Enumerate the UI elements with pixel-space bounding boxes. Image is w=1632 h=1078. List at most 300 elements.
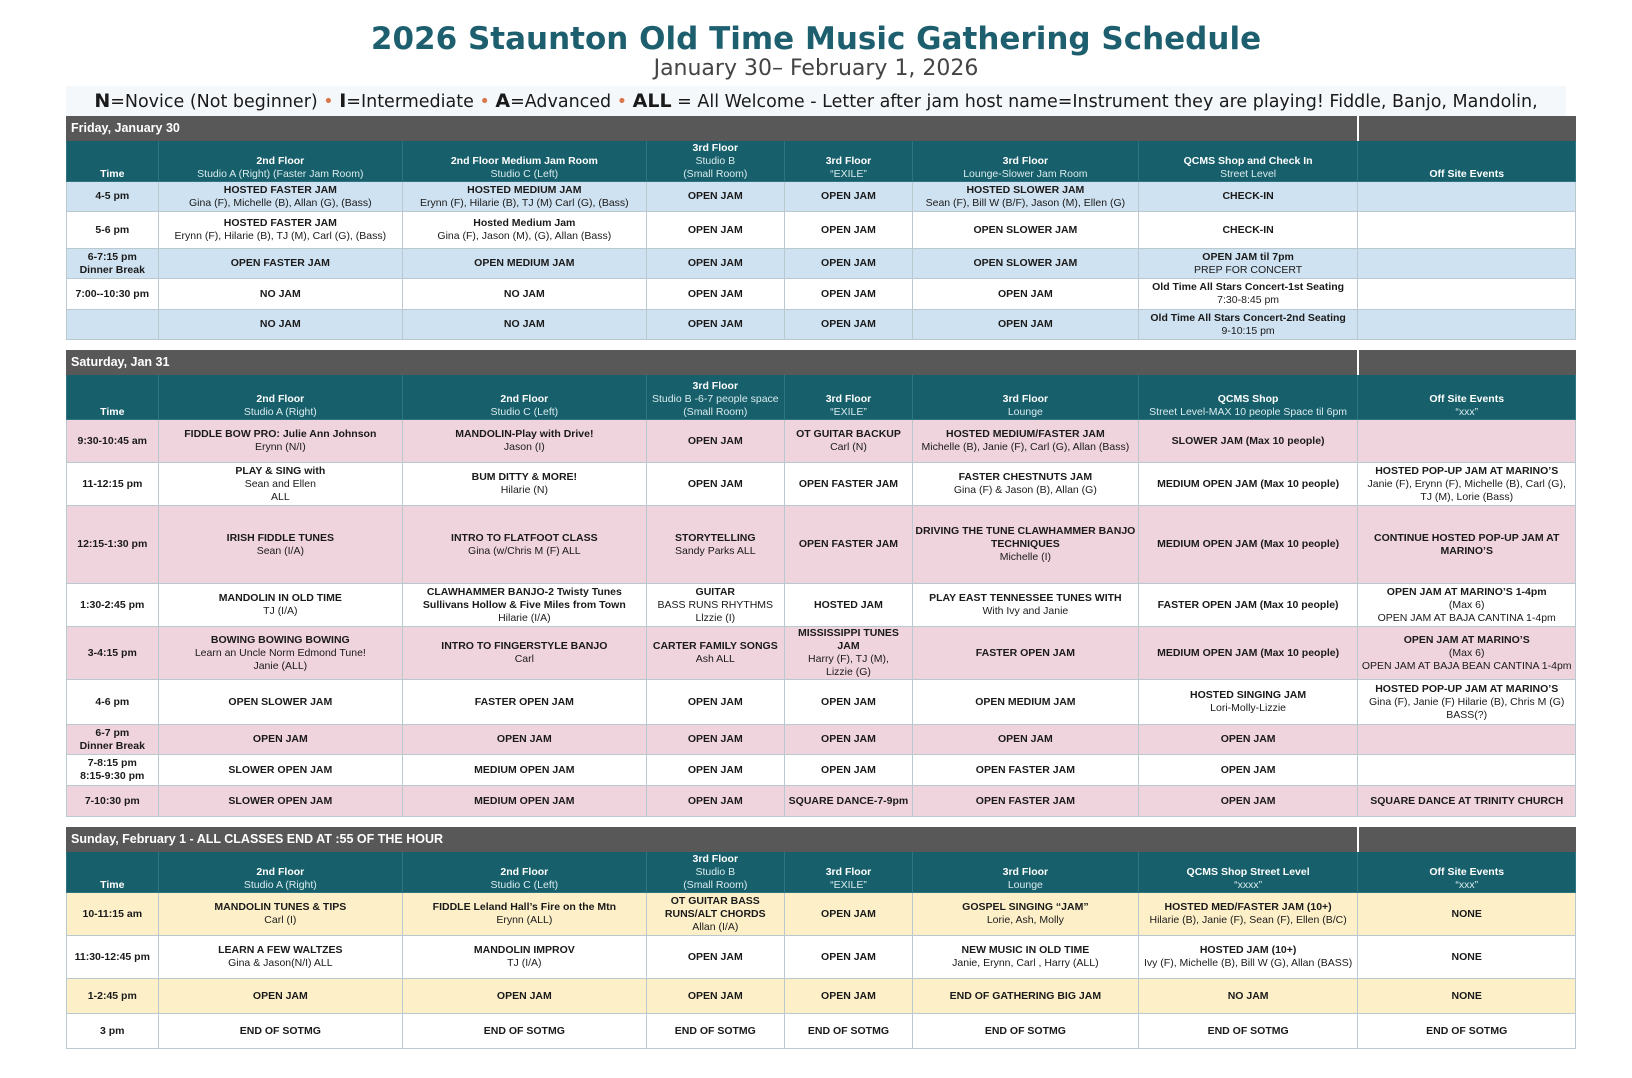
room-header xyxy=(403,375,647,420)
session-cell xyxy=(784,584,912,627)
session-cell xyxy=(403,420,647,463)
room-header-line: 3rd Floor xyxy=(1002,866,1049,878)
room-header xyxy=(912,375,1138,420)
session-title: SQUARE DANCE AT TRINITY CHURCH xyxy=(1370,794,1564,807)
room-header-line: Time xyxy=(100,879,125,891)
session-cell xyxy=(158,279,403,310)
session-cell xyxy=(784,463,912,506)
session-title: NO JAM xyxy=(259,318,301,330)
room-header-line: 2nd Floor xyxy=(500,866,549,878)
session-cell xyxy=(784,212,912,249)
room-header xyxy=(1138,852,1358,893)
spacer-cell xyxy=(67,817,1576,828)
time-cell xyxy=(67,584,159,627)
session-cell xyxy=(403,212,647,249)
session-cell xyxy=(784,279,912,310)
session-title: OPEN JAM xyxy=(821,907,876,920)
room-header xyxy=(912,852,1138,893)
session-title: END OF SOTMG xyxy=(239,1024,321,1037)
room-header-line: Off Site Events xyxy=(1429,168,1505,180)
room-header-line: 3rd Floor xyxy=(692,142,739,154)
session-cell xyxy=(784,786,912,817)
room-header-line: “EXILE” xyxy=(830,168,867,180)
day-title-row xyxy=(67,828,1576,852)
session-cell xyxy=(1358,1014,1576,1049)
schedule-row xyxy=(67,680,1576,725)
schedule-row xyxy=(67,936,1576,979)
room-header-line: “xxx” xyxy=(1455,879,1479,891)
room-header-line: 2nd Floor xyxy=(500,393,549,405)
session-detail: Michelle (I) xyxy=(999,551,1052,563)
session-cell xyxy=(912,755,1138,786)
schedule-row xyxy=(67,463,1576,506)
room-header-line: Studio A (Right) xyxy=(243,879,317,891)
session-title: OT GUITAR BACKUP xyxy=(796,428,901,440)
session-cell xyxy=(912,1014,1138,1049)
session-cell xyxy=(158,584,403,627)
session-title: SLOWER OPEN JAM xyxy=(228,763,333,776)
session-detail: Jason (I) xyxy=(503,441,545,453)
session-cell xyxy=(646,279,784,310)
schedule-row xyxy=(67,1014,1576,1049)
session-detail: Harry (F), TJ (M), xyxy=(808,653,889,665)
session-cell xyxy=(784,182,912,212)
time-label: 4-6 pm xyxy=(95,695,130,708)
session-cell xyxy=(403,755,647,786)
time-label: 12:15-1:30 pm xyxy=(77,538,148,550)
session-cell xyxy=(646,310,784,340)
session-cell xyxy=(158,310,403,340)
room-header-line: “xxx” xyxy=(1455,406,1479,418)
session-title: OPEN JAM xyxy=(821,257,876,269)
session-cell xyxy=(1358,279,1576,310)
session-detail: Lori-Molly-Lizzie xyxy=(1210,702,1287,714)
day-title-row xyxy=(67,117,1576,141)
session-cell xyxy=(1138,506,1358,584)
room-header-line: 3rd Floor xyxy=(692,853,739,865)
room-header-line: “EXILE” xyxy=(830,879,867,891)
session-cell xyxy=(646,463,784,506)
session-cell xyxy=(1138,279,1358,310)
session-cell xyxy=(912,725,1138,755)
session-cell xyxy=(646,212,784,249)
schedule-row xyxy=(67,584,1576,627)
room-header-line: Lounge xyxy=(1007,406,1043,418)
room-header-line: Street Level xyxy=(1220,168,1277,180)
session-detail: Llzzie (I) xyxy=(695,611,736,624)
session-cell xyxy=(1358,420,1576,463)
session-title: OPEN SLOWER JAM xyxy=(973,223,1078,236)
room-header-line: Studio B xyxy=(695,155,736,167)
session-cell xyxy=(158,936,403,979)
day-title-offsite xyxy=(1358,828,1576,852)
session-title: OPEN JAM xyxy=(821,223,876,236)
session-title: OPEN JAM xyxy=(997,733,1053,745)
session-detail: Ivy (F), Michelle (B), Bill W (G), Allan (BASS) xyxy=(1143,957,1353,969)
legend-all-text: = All Welcome - Letter after jam host name=Instrument they are playing! Fiddle, Banjo, Mandolin, xyxy=(677,92,1538,112)
session-cell xyxy=(403,182,647,212)
session-title: HOSTED MEDIUM/FASTER JAM xyxy=(946,428,1105,440)
time-cell xyxy=(67,249,159,279)
room-header-line: 2nd Floor xyxy=(256,155,305,167)
session-cell xyxy=(1358,249,1576,279)
room-header-line: 3rd Floor xyxy=(825,155,872,167)
time-cell xyxy=(67,1014,159,1049)
session-cell xyxy=(912,212,1138,249)
session-cell xyxy=(784,249,912,279)
time-label: 5-6 pm xyxy=(95,223,130,236)
session-cell xyxy=(1138,584,1358,627)
session-title: SQUARE DANCE-7-9pm xyxy=(788,794,909,807)
room-header xyxy=(158,852,403,893)
session-cell xyxy=(912,420,1138,463)
day-title: Friday, January 30 xyxy=(67,117,1358,141)
session-title: HOSTED POP-UP JAM AT MARINO’S xyxy=(1375,464,1559,477)
legend-advanced-key: A xyxy=(495,90,511,112)
legend-separator: • xyxy=(323,92,334,112)
session-title: HOSTED POP-UP JAM AT MARINO’S xyxy=(1375,682,1559,695)
room-header-line: Off Site Events xyxy=(1429,866,1505,878)
session-title: FASTER CHESTNUTS JAM xyxy=(958,471,1093,483)
session-title: OPEN JAM xyxy=(687,763,743,776)
session-title: BOWING BOWING BOWING xyxy=(210,633,350,646)
time-label: 9:30-10:45 am xyxy=(77,434,148,447)
schedule-row xyxy=(67,212,1576,249)
schedule-row xyxy=(67,310,1576,340)
time-label: 3 pm xyxy=(100,1024,125,1037)
session-title: END OF SOTMG xyxy=(1426,1024,1508,1037)
session-title: OPEN JAM xyxy=(821,950,876,963)
session-title: OPEN JAM xyxy=(821,763,876,776)
room-header-line: 2nd Floor xyxy=(256,393,305,405)
time-cell xyxy=(67,463,159,506)
session-cell xyxy=(158,420,403,463)
time-label: 7:00--10:30 pm xyxy=(75,287,150,300)
session-cell xyxy=(912,249,1138,279)
session-title: OPEN JAM AT MARINO’S xyxy=(1403,633,1530,646)
session-cell xyxy=(403,936,647,979)
session-cell xyxy=(1138,1014,1358,1049)
session-detail: Hilarie (N) xyxy=(500,484,548,496)
page-title: 2026 Staunton Old Time Music Gathering Schedule xyxy=(370,21,1262,57)
room-header xyxy=(403,141,647,182)
room-header-line: Street Level-MAX 10 people Space til 6pm xyxy=(1149,406,1348,418)
time-cell xyxy=(67,279,159,310)
time-column-header xyxy=(67,375,159,420)
session-cell xyxy=(646,420,784,463)
session-cell xyxy=(1358,463,1576,506)
session-cell xyxy=(158,182,403,212)
day-spacer xyxy=(67,817,1576,828)
room-header-line: Lounge-Slower Jam Room xyxy=(963,168,1088,180)
schedule-row xyxy=(67,182,1576,212)
session-cell xyxy=(1358,786,1576,817)
session-title: OPEN JAM xyxy=(252,989,308,1002)
day-title-row xyxy=(67,351,1576,375)
session-title: OPEN FASTER JAM xyxy=(975,763,1075,776)
session-detail: (Max 6) xyxy=(1448,598,1485,611)
room-header-line: QCMS Shop Street Level xyxy=(1186,866,1310,878)
session-detail: Erynn (ALL) xyxy=(496,914,553,926)
room-header xyxy=(1138,141,1358,182)
session-title: OPEN FASTER JAM xyxy=(230,257,330,269)
room-header-line: QCMS Shop xyxy=(1217,393,1279,405)
schedule-row xyxy=(67,249,1576,279)
room-header xyxy=(784,852,912,893)
session-title: OPEN JAM AT MARINO’S 1-4pm xyxy=(1386,585,1547,598)
session-title: NONE xyxy=(1451,989,1482,1002)
page-subtitle: January 30– February 1, 2026 xyxy=(653,56,979,81)
session-title: FASTER OPEN JAM (Max 10 people) xyxy=(1157,598,1339,611)
room-header-row xyxy=(67,141,1576,182)
legend-novice-key: N xyxy=(94,90,111,112)
session-cell xyxy=(1138,680,1358,725)
session-cell xyxy=(646,627,784,680)
time-cell xyxy=(67,893,159,936)
session-title: FASTER OPEN JAM xyxy=(975,646,1075,659)
room-header-line: (Small Room) xyxy=(683,879,748,891)
room-header xyxy=(784,375,912,420)
session-cell xyxy=(403,279,647,310)
day-spacer xyxy=(67,340,1576,351)
session-cell xyxy=(1138,212,1358,249)
session-title: SLOWER JAM (Max 10 people) xyxy=(1171,434,1325,447)
session-title: OPEN JAM xyxy=(687,733,743,745)
session-cell xyxy=(1138,786,1358,817)
session-title: INTRO TO FLATFOOT CLASS xyxy=(451,531,598,544)
schedule-row xyxy=(67,279,1576,310)
session-title: FIDDLE Leland Hall’s Fire on the Mtn xyxy=(432,901,617,913)
session-title: OPEN FASTER JAM xyxy=(798,477,899,490)
session-cell xyxy=(912,310,1138,340)
session-cell xyxy=(158,627,403,680)
session-detail: BASS RUNS RHYTHMS xyxy=(657,598,774,611)
session-detail: Gina (w/Chris M (F) ALL xyxy=(468,544,581,557)
session-cell xyxy=(912,893,1138,936)
day-title: Saturday, Jan 31 xyxy=(67,351,1358,375)
session-cell xyxy=(784,936,912,979)
session-cell xyxy=(158,1014,403,1049)
session-title: OPEN JAM xyxy=(687,695,743,708)
session-cell xyxy=(158,249,403,279)
session-title: HOSTED FASTER JAM xyxy=(223,217,337,229)
session-detail: Sean (F), Bill W (B/F), Jason (M), Ellen (G) xyxy=(925,196,1126,209)
session-detail: OPEN JAM AT BAJA BEAN CANTINA 1-4pm xyxy=(1361,659,1572,672)
session-title: Old Time All Stars Concert-2nd Seating xyxy=(1150,311,1346,324)
room-header-line: 3rd Floor xyxy=(1002,393,1049,405)
legend-intermediate-key: I xyxy=(339,90,347,112)
session-title: END OF SOTMG xyxy=(807,1024,890,1037)
session-cell xyxy=(403,979,647,1014)
session-title: OPEN JAM xyxy=(821,190,876,202)
session-title: IRISH FIDDLE TUNES xyxy=(226,531,334,544)
session-cell xyxy=(784,725,912,755)
session-title: END OF SOTMG xyxy=(984,1024,1066,1037)
session-cell xyxy=(403,627,647,680)
session-cell xyxy=(912,680,1138,725)
session-title: OPEN JAM xyxy=(687,477,743,490)
schedule-row xyxy=(67,755,1576,786)
session-title: STORYTELLING xyxy=(675,531,756,544)
time-label: 10-11:15 am xyxy=(82,907,143,920)
session-cell xyxy=(1358,979,1576,1014)
session-detail: PREP FOR CONCERT xyxy=(1194,263,1303,276)
session-title: LEARN A FEW WALTZES xyxy=(218,944,343,956)
session-cell xyxy=(912,786,1138,817)
session-cell xyxy=(646,725,784,755)
session-cell xyxy=(646,1014,784,1049)
session-cell xyxy=(784,979,912,1014)
session-cell xyxy=(158,680,403,725)
schedule-row xyxy=(67,725,1576,755)
session-cell xyxy=(403,249,647,279)
time-label: 3-4:15 pm xyxy=(87,646,137,659)
session-detail: Gina (F) & Jason (B), Allan (G) xyxy=(953,484,1097,496)
room-header-line: (Small Room) xyxy=(683,406,748,418)
session-cell xyxy=(1358,627,1576,680)
session-detail: Lorie, Ash, Molly xyxy=(986,914,1064,926)
session-cell xyxy=(1358,680,1576,725)
session-cell xyxy=(1138,420,1358,463)
session-cell xyxy=(158,786,403,817)
session-detail: 7:30-8:45 pm xyxy=(1217,294,1280,306)
room-header xyxy=(1358,375,1576,420)
time-label: 6-7 pm xyxy=(95,726,130,739)
session-cell xyxy=(912,979,1138,1014)
room-header-line: Time xyxy=(100,406,125,418)
session-detail: Carl (N) xyxy=(830,441,867,453)
session-cell xyxy=(646,893,784,936)
session-title: OT GUITAR BASS RUNS/ALT CHORDS xyxy=(664,894,766,920)
time-label: 6-7:15 pm xyxy=(87,250,137,263)
time-label: Dinner Break xyxy=(79,739,145,752)
session-title: GUITAR xyxy=(695,585,736,598)
session-cell xyxy=(1358,506,1576,584)
time-cell xyxy=(67,506,159,584)
session-cell xyxy=(158,506,403,584)
session-title: OPEN JAM til 7pm xyxy=(1202,250,1294,263)
room-header-line: Studio C (Left) xyxy=(490,168,559,180)
room-header-line: Time xyxy=(100,168,125,180)
session-detail: Sean (I/A) xyxy=(256,544,304,557)
session-cell xyxy=(403,584,647,627)
session-title: HOSTED SINGING JAM xyxy=(1190,689,1307,701)
time-label: 4-5 pm xyxy=(95,190,130,202)
time-column-header xyxy=(67,141,159,182)
session-title: OPEN JAM xyxy=(687,989,743,1002)
room-header-line: (Small Room) xyxy=(683,168,748,180)
room-header-row xyxy=(67,852,1576,893)
room-header-line: Off Site Events xyxy=(1429,393,1505,405)
schedule-table xyxy=(66,116,1576,1049)
session-cell xyxy=(784,893,912,936)
session-detail: Janie (ALL) xyxy=(253,659,308,672)
session-title: MISSISSIPPI TUNES JAM xyxy=(798,627,899,652)
room-header-line: 3rd Floor xyxy=(1002,155,1049,167)
session-title: FASTER OPEN JAM xyxy=(474,695,574,708)
session-cell xyxy=(784,1014,912,1049)
session-title: OPEN JAM xyxy=(821,287,876,300)
session-detail: ALL xyxy=(270,490,290,503)
time-cell xyxy=(67,936,159,979)
session-cell xyxy=(403,1014,647,1049)
session-title: OPEN JAM xyxy=(821,318,876,330)
session-detail: (Max 6) xyxy=(1448,646,1485,659)
session-cell xyxy=(912,506,1138,584)
session-cell xyxy=(912,627,1138,680)
room-header-line: Studio B -6-7 people space xyxy=(651,393,779,405)
time-cell xyxy=(67,786,159,817)
time-label: 8:15-9:30 pm xyxy=(80,770,145,782)
session-cell xyxy=(1138,936,1358,979)
session-detail: OPEN JAM AT BAJA CANTINA 1-4pm xyxy=(1377,611,1556,624)
session-detail: Gina (F), Michelle (B), Allan (G), (Bass) xyxy=(189,196,372,209)
session-title: BUM DITTY & MORE! xyxy=(471,471,578,483)
session-cell xyxy=(784,755,912,786)
session-cell xyxy=(1358,936,1576,979)
session-title: HOSTED SLOWER JAM xyxy=(966,183,1085,196)
session-title: NONE xyxy=(1451,950,1482,963)
session-cell xyxy=(1138,182,1358,212)
session-cell xyxy=(646,506,784,584)
session-title: OPEN JAM xyxy=(687,950,743,963)
session-cell xyxy=(403,893,647,936)
session-title: HOSTED FASTER JAM xyxy=(223,183,337,196)
session-cell xyxy=(1138,893,1358,936)
session-title: MANDOLIN IMPROV xyxy=(473,944,575,956)
session-title: PLAY EAST TENNESSEE TUNES WITH xyxy=(929,592,1122,604)
session-title: OPEN JAM xyxy=(1220,763,1276,776)
session-cell xyxy=(1138,249,1358,279)
room-header-line: 2nd Floor Medium Jam Room xyxy=(450,155,598,167)
session-cell xyxy=(403,786,647,817)
day-title-offsite xyxy=(1358,117,1576,141)
day-title: Sunday, February 1 - ALL CLASSES END AT :55 OF THE HOUR xyxy=(67,828,1358,852)
room-header-line: 3rd Floor xyxy=(825,393,872,405)
session-title: OPEN JAM xyxy=(687,794,743,807)
session-cell xyxy=(158,725,403,755)
session-cell xyxy=(403,725,647,755)
session-title: END OF SOTMG xyxy=(483,1024,565,1037)
session-cell xyxy=(158,463,403,506)
session-detail: Hilarie (I/A) xyxy=(498,611,551,624)
session-cell xyxy=(646,936,784,979)
session-detail: Gina & Jason(N/I) ALL xyxy=(228,957,333,969)
session-cell xyxy=(158,212,403,249)
session-title: NONE xyxy=(1451,907,1482,920)
room-header xyxy=(158,141,403,182)
schedule-row xyxy=(67,893,1576,936)
room-header xyxy=(1138,375,1358,420)
session-cell xyxy=(1138,979,1358,1014)
room-header-line: QCMS Shop and Check In xyxy=(1183,155,1313,167)
session-cell xyxy=(646,584,784,627)
session-title: OPEN SLOWER JAM xyxy=(228,695,333,708)
session-detail: Gina (F), Jason (M), (G), Allan (Bass) xyxy=(437,230,612,242)
session-title: OPEN JAM xyxy=(687,223,743,236)
room-header xyxy=(1358,852,1576,893)
session-cell xyxy=(1358,584,1576,627)
time-cell xyxy=(67,680,159,725)
session-detail: Learn an Uncle Norm Edmond Tune! xyxy=(194,646,366,659)
session-cell xyxy=(1358,725,1576,755)
room-header xyxy=(784,141,912,182)
session-title: FIDDLE BOW PRO: Julie Ann Johnson xyxy=(184,428,377,440)
session-title: CLAWHAMMER BANJO-2 Twisty Tunes Sullivans Hollow & Five Miles from Town xyxy=(422,585,626,611)
session-cell xyxy=(912,584,1138,627)
session-title: OPEN MEDIUM JAM xyxy=(474,257,575,269)
room-header-line: 3rd Floor xyxy=(825,866,872,878)
